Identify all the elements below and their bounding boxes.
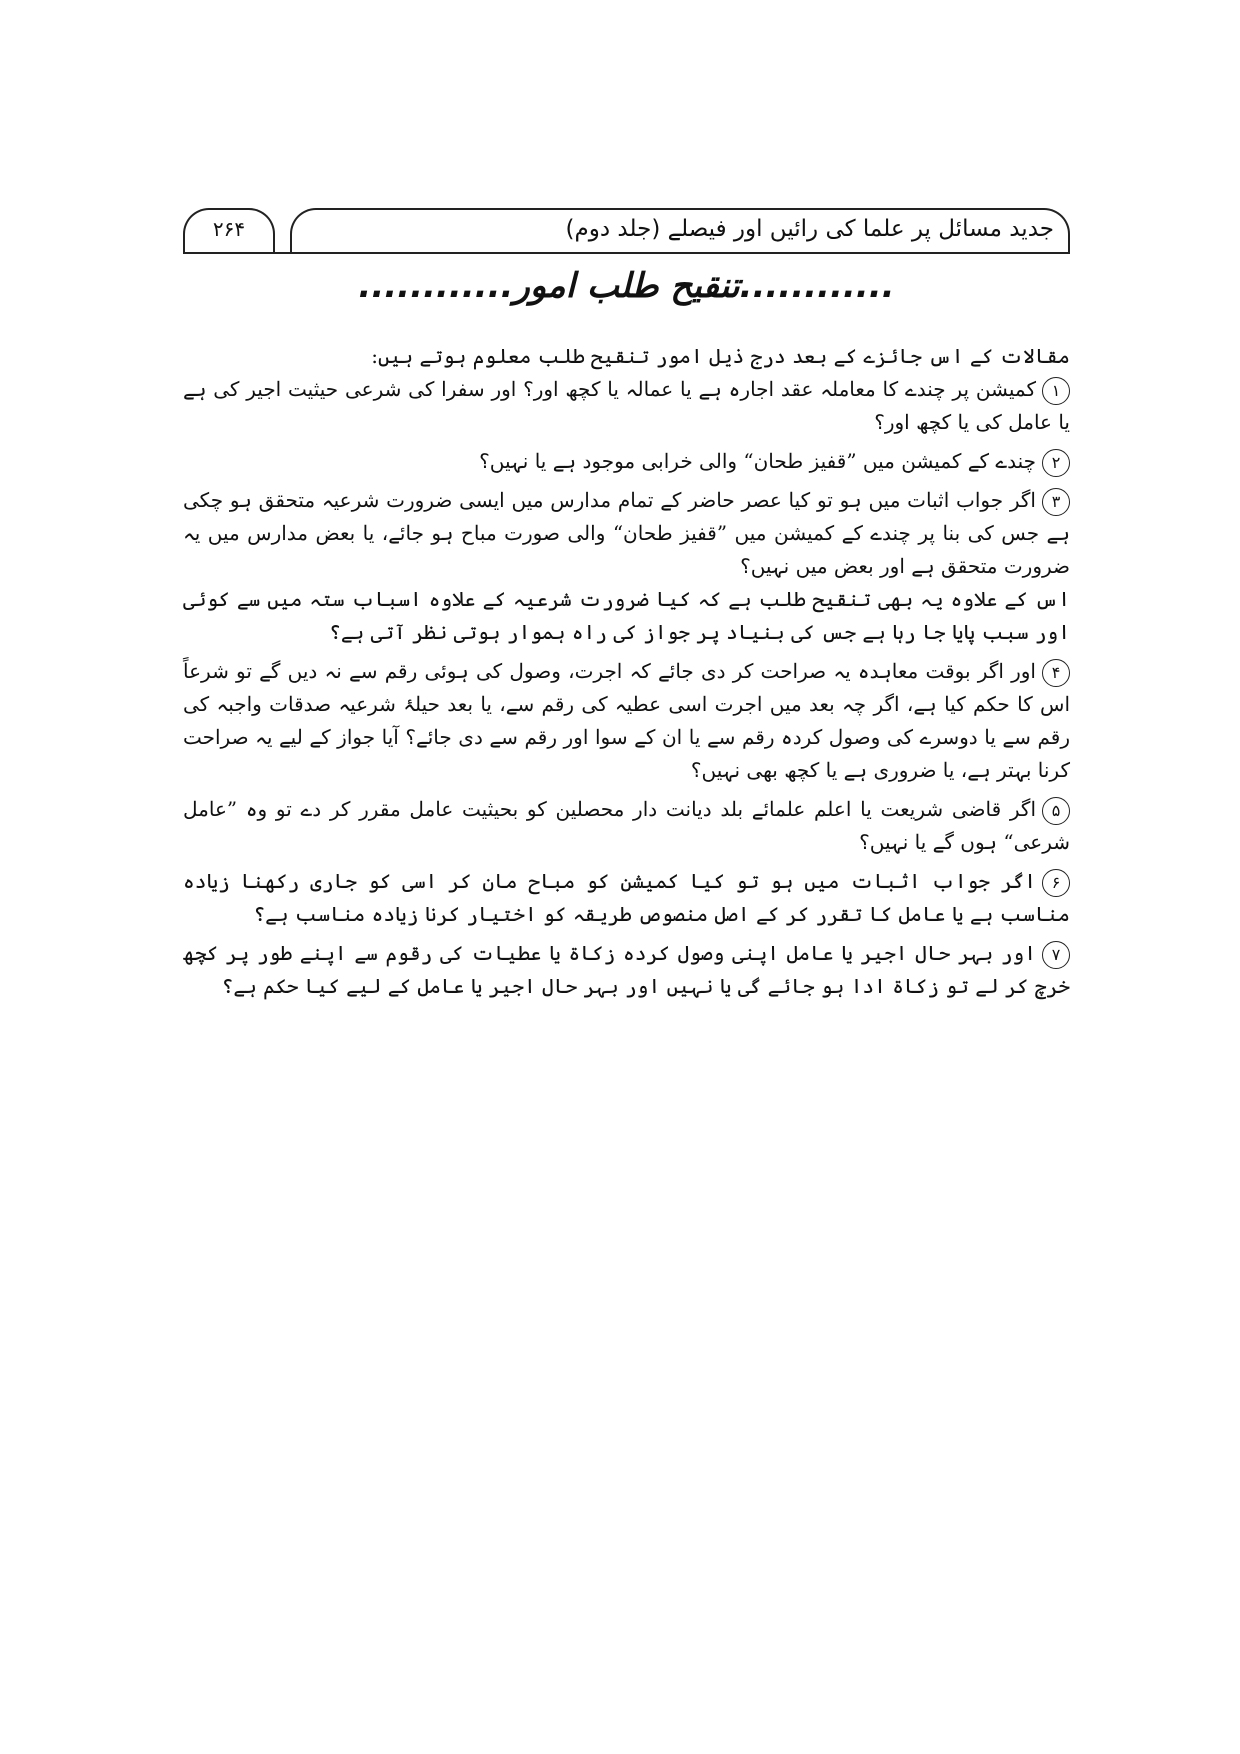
item-number: ۶ — [1042, 869, 1070, 897]
item-continuation: اس کے علاوہ یہ بھی تنقیح طلب ہے کہ کیا ضرورت شرعیہ کے علاوہ اسباب ستہ میں سے کوئی اور سبب پایا جا رہا ہے جس کی بنیاد پر جواز کی راہ ہموار ہوتی نظر آتی ہے؟ — [183, 587, 1070, 644]
list-item — [183, 655, 1070, 787]
list-item — [183, 484, 1070, 649]
book-title: جدید مسائل پر علما کی رائیں اور فیصلے (جلد دوم) — [290, 208, 1070, 252]
item-text: اور اگر بوقت معاہدہ یہ صراحت کر دی جائے کہ اجرت، وصول کی ہوئی رقم سے نہ دیں گے تو شرعاً اس کا حکم کیا ہے، اگر چہ بعد میں اجرت اسی عطیہ کی رقم سے، یا بعد حیلۂ شرعیہ صدقات واجبہ کی رقم سے یا دوسرے کی وصول کردہ رقم سے یا ان کے سوا اور رقم سے دی جائے؟ آیا جواز کے لیے یہ صراحت کرنا بہتر ہے، یا ضروری ہے یا کچھ بھی نہیں؟ — [183, 659, 1070, 782]
item-number: ۲ — [1042, 449, 1070, 477]
list-item — [183, 865, 1070, 931]
section-heading: ............تنقیح طلب امور............ — [358, 266, 895, 306]
item-text: چندے کے کمیشن میں ”قفیز طحان“ والی خرابی موجود ہے یا نہیں؟ — [479, 449, 1036, 473]
item-number: ۳ — [1042, 488, 1070, 516]
item-number: ۴ — [1042, 659, 1070, 687]
item-number: ۱ — [1042, 377, 1070, 405]
item-text: اگر قاضی شریعت یا اعلم علمائے بلد دیانت دار محصلین کو بحیثیت عامل مقرر کر دے تو وہ ”عامل شرعی“ ہوں گے یا نہیں؟ — [183, 797, 1070, 854]
item-number: ۷ — [1042, 941, 1070, 969]
item-text: اگر جواب اثبات میں ہو تو کیا کمیشن کو مباح مان کر اسی کو جاری رکھنا زیادہ مناسب ہے یا عامل کا تقرر کر کے اصل منصوص طریقہ کو اختیار کرنا زیادہ مناسب ہے؟ — [183, 869, 1070, 926]
item-text: کمیشن پر چندے کا معاملہ عقد اجارہ ہے یا عمالہ یا کچھ اور؟ اور سفرا کی شرعی حیثیت اجیر کی ہے یا عامل کی یا کچھ اور؟ — [183, 377, 1070, 434]
item-text: اگر جواب اثبات میں ہو تو کیا عصر حاضر کے تمام مدارس میں ایسی ضرورت شرعیہ متحقق ہو چکی ہے جس کی بنا پر چندے کے کمیشن میں ”قفیز طحان“ والی صورت مباح ہو جائے، یا بعض مدارس میں یہ ضرورت متحقق ہے اور بعض میں نہیں؟ — [183, 488, 1070, 578]
page-header — [183, 206, 1070, 252]
item-number: ۵ — [1042, 797, 1070, 825]
item-text: اور بہر حال اجیر یا عامل اپنی وصول کردہ زکاۃ یا عطیات کی رقوم سے اپنے طور پر کچھ خرچ کر لے تو زکاۃ ادا ہو جائے گی یا نہیں اور بہر حال اجیر یا عامل کے لیے کیا حکم ہے؟ — [183, 941, 1070, 998]
list-item — [183, 445, 1070, 478]
page-number: ۲۶۴ — [183, 208, 275, 252]
intro-paragraph: مقالات کے اس جائزے کے بعد درج ذیل امور تنقیح طلب معلوم ہوتے ہیں: — [371, 344, 1070, 368]
list-item — [183, 793, 1070, 859]
body-text — [183, 340, 1070, 1009]
list-item — [183, 937, 1070, 1003]
list-item — [183, 373, 1070, 439]
header-rule — [183, 252, 1070, 254]
